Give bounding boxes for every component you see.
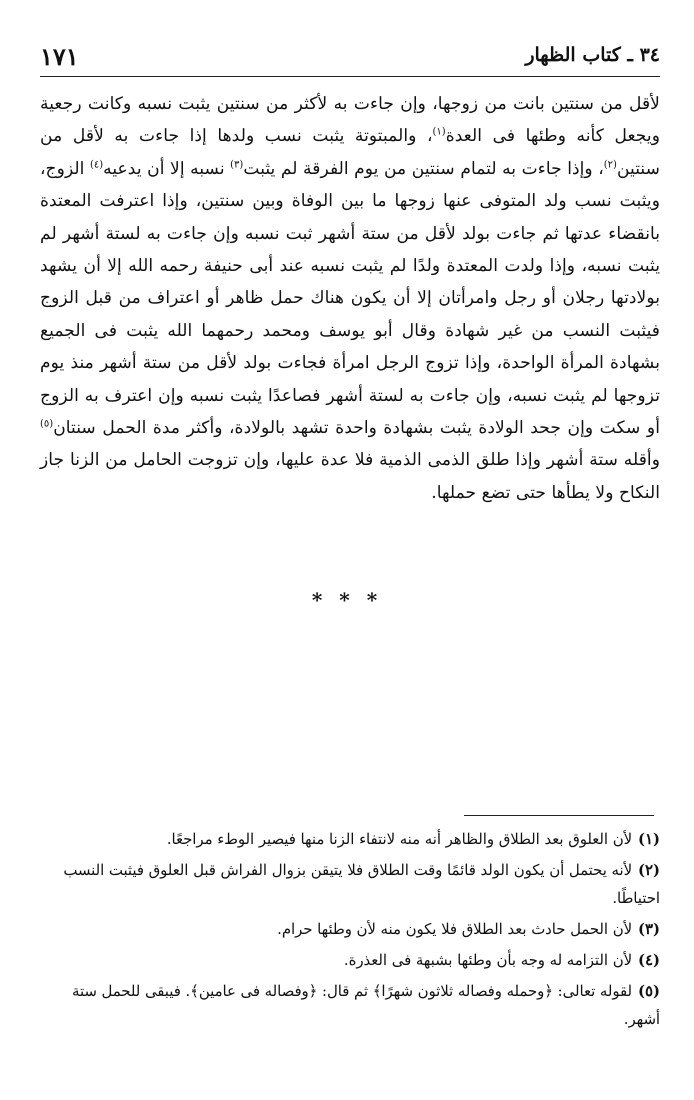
footnote-number: (٥) xyxy=(638,983,660,1000)
footnote-text: لأنه يحتمل أن يكون الولد قائمًا وقت الطلاق فلا يتيقن بزوال الفراش قبل العلوق فيثبت النسب احتياطًا. xyxy=(63,862,660,907)
body-segment: ، والمبتوتة يثبت نسب ولدها إذا جاءت به لأقل من سنتين xyxy=(40,126,660,179)
footnote-text: لأن التزامه له وجه بأن وطئها بشبهة فى العذرة. xyxy=(343,952,633,969)
footnote-ref-2[interactable]: (٢) xyxy=(603,159,617,171)
footnote-2 xyxy=(40,857,660,913)
body-segment: لأقل من سنتين بانت من زوجها، وإن جاءت به لأكثر من سنتين يثبت نسبه وكانت رجعية ويجعل كأنه وطئها فى العدة xyxy=(40,94,660,147)
footnote-text: لأن الحمل حادث بعد الطلاق فلا يكون منه لأن وطئها حرام. xyxy=(277,921,633,938)
footnote-number: (١) xyxy=(638,831,660,848)
body-segment: وأقله ستة أشهر وإذا طلق الذمى الذمية فلا عدة عليها، وإن تزوجت الحامل من الزنا جاز النكاح ولا يطأها حتى تضع حملها. xyxy=(40,450,660,503)
footnote-text: لقوله تعالى: ﴿وحمله وفصاله ثلاثون شهرًا﴾ ثم قال: ﴿وفصاله فى عامين﴾. فيبقى للحمل ستة أشهر. xyxy=(72,983,660,1028)
body-segment: الزوج، ويثبت نسب ولد المتوفى عنها زوجها ما بين الوفاة وبين سنتين، وإذا اعترفت المعتدة بانقضاء عدتها ثم جاءت بولد لأقل من ستة أشهر ثبت نسبه وإن جاءت به لستة أشهر لم يثبت نسبه، وإذا ولدت المعتدة ولدًا لم يثبت نسبه عند أبى حنيفة رحمه الله إلا أن يشهد بولادتها رجلان أو رجل وامرأتان إلا أن يكون هناك حمل ظاهر أو اعتراف من قبل الزوج فيثبت النسب من غير شهادة وقال أبو يوسف ومحمد رحمهما الله يثبت فى الجميع بشهادة المرأة الواحدة، وإذا تزوج الرجل امرأة فجاءت بولد لأقل من ستة أشهر منذ يوم تزوجها لم يثبت نسبه، وإن جاءت به لستة أشهر فصاعدًا يثبت نسبه وإن اعترف به الزوج أو سكت وإن جحد الولادة يثبت بشهادة واحدة تشهد بالولادة، وأكثر مدة الحمل سنتان xyxy=(40,158,660,439)
section-separator: * * * xyxy=(311,588,383,612)
footnote-4 xyxy=(40,947,660,975)
page-number: ١٧١ xyxy=(40,42,79,71)
footnote-text: لأن العلوق بعد الطلاق والظاهر أنه منه لانتفاء الزنا منها فيصير الوطء مراجعًا. xyxy=(166,831,633,848)
body-paragraph xyxy=(40,88,660,509)
footnote-divider xyxy=(464,815,654,816)
footnote-number: (٣) xyxy=(638,921,660,938)
footnote-1 xyxy=(40,826,660,854)
body-segment: نسبه إلا أن يدعيه xyxy=(103,158,231,179)
footnote-3 xyxy=(40,916,660,944)
body-segment: ، وإذا جاءت به لتمام سنتين من يوم الفرقة لم يثبت xyxy=(243,158,604,179)
footnote-ref-5[interactable]: (٥) xyxy=(40,418,54,430)
page-header xyxy=(40,38,660,77)
footnote-5 xyxy=(40,978,660,1034)
main-text xyxy=(40,88,660,509)
footnote-number: (٤) xyxy=(638,952,660,969)
footnote-ref-3[interactable]: (٣) xyxy=(230,159,244,171)
running-title: ٣٤ ـ كتاب الظهار xyxy=(525,44,660,66)
footnote-ref-4[interactable]: (٤) xyxy=(89,159,104,171)
footnotes xyxy=(40,826,660,1037)
footnote-number: (٢) xyxy=(638,862,660,879)
footnote-ref-1[interactable]: (١) xyxy=(432,126,446,138)
